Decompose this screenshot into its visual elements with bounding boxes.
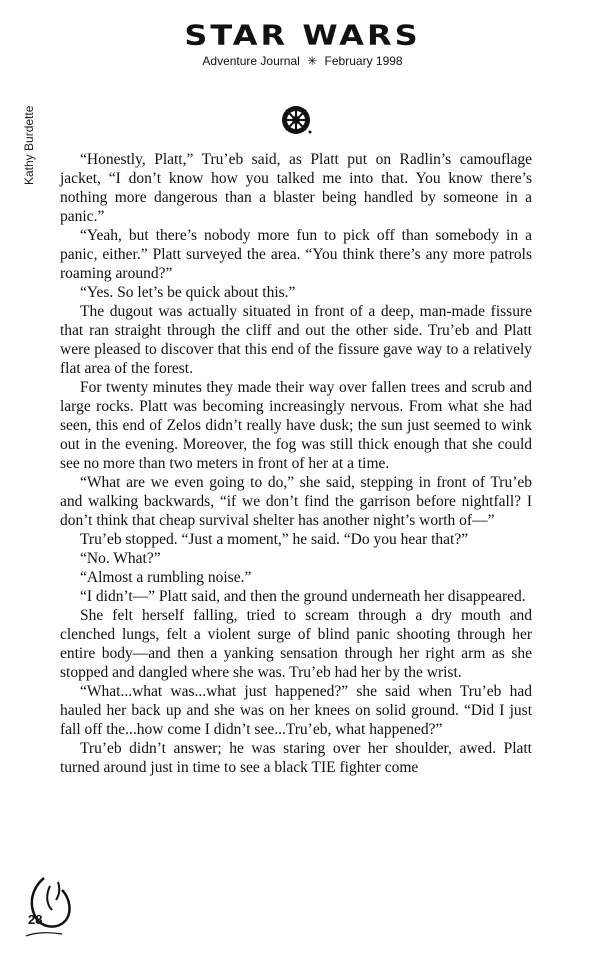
paragraph: “I didn’t—” Platt said, and then the ground underneath her disappeared. [80,588,526,605]
author-credit: Kathy Burdette [22,105,36,185]
paragraph: The dugout was actually situated in front of a deep, man-made fissure that ran straight through the cliff and out the other side. Tru’eb and Platt were pleased to discover that this end of the fissure gave way to a relatively flat area of the forest. [60,303,532,377]
paragraph: Tru’eb didn’t answer; he was staring over her shoulder, awed. Platt turned around just in time to see a black TIE fighter come [60,740,532,776]
paragraph: “What are we even going to do,” she said, stepping in front of Tru’eb and walking backwards, “if we don’t find the garrison before nightfall? I don’t think that cheap survival shelter has another night’s worth of—” [60,474,532,529]
imperial-emblem-icon [272,96,320,144]
journal-title: Adventure Journal [202,54,300,68]
paragraph: For twenty minutes they made their way over fallen trees and scrub and large rocks. Platt was becoming increasingly nervous. From what she had seen, this end of Zelos didn’t really have dusk; the sun just seemed to wink out in the evening. Moreover, the fog was still thick enough that she could see no more than two meters in front of her at a time. [60,379,532,472]
paragraph: She felt herself falling, tried to scream through a dry mouth and clenched lungs, felt a violent surge of blind panic shooting through her entire body—and then a yanking sensation through her right arm as she stopped and dangled where she was. Tru’eb had her by the wrist. [60,607,532,681]
page-number: 28 [28,912,43,927]
paragraph: “What...what was...what just happened?” she said when Tru’eb had hauled her back up and she was on her knees on solid ground. “Did I just fall off the...how come I didn’t see...Tru’eb, what happened?” [60,683,532,738]
paragraph: “Honestly, Platt,” Tru’eb said, as Platt put on Radlin’s camouflage jacket, “I don’t know how you talked me into that. You know there’s nothing more dangerous than a blaster being handled by someone in a panic.” [60,151,532,225]
rebel-alliance-icon [22,870,82,940]
story-body [60,150,532,777]
page-header [0,18,605,68]
paragraph: “No. What?” [80,550,161,567]
paragraph: “Almost a rumbling noise.” [80,569,252,586]
issue-date: February 1998 [324,54,403,68]
paragraph: Tru’eb stopped. “Just a moment,” he said. “Do you hear that?” [80,531,469,548]
star-wars-logo: STAR WARS [184,18,421,52]
paragraph: “Yeah, but there’s nobody more fun to pick off than somebody in a panic, either.” Platt surveyed the area. “You think there’s any more patrols roaming around?” [60,227,532,282]
page-number-block [22,870,82,940]
paragraph: “Yes. So let’s be quick about this.” [80,284,296,301]
rebel-mark-icon: ✳ [307,54,318,68]
journal-line [0,54,605,68]
